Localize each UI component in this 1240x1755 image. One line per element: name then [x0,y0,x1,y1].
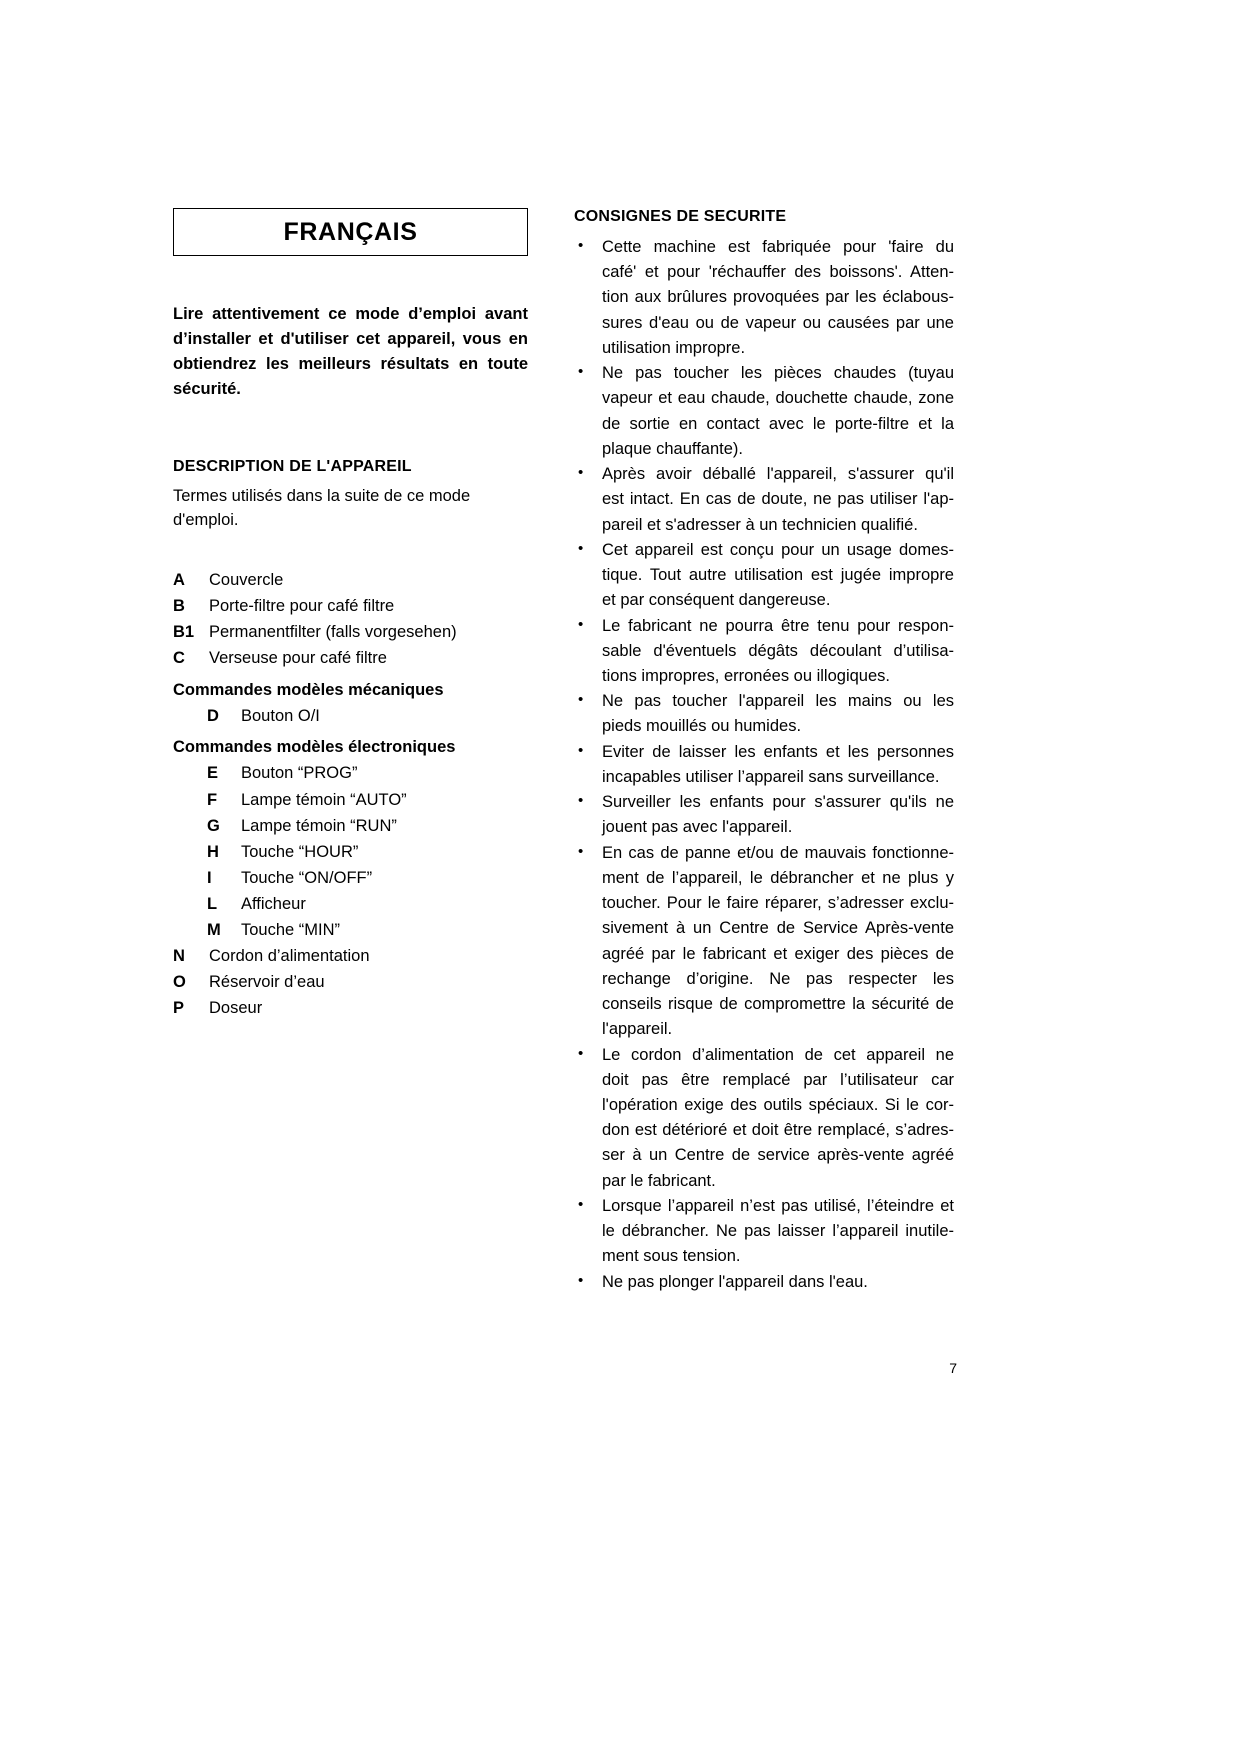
part-label: Bouton “PROG” [241,764,358,783]
part-key: P [173,999,185,1018]
bullet-line: doit pas être remplacé par l’utilisateur car [602,1070,954,1089]
part-label: Doseur [209,999,263,1018]
list-item [574,235,954,361]
list-item [574,790,954,840]
bullet-text [602,790,954,840]
part-label: Cordon d’alimentation [209,946,370,965]
page-title: FRANÇAIS [283,217,418,246]
list-item [574,614,954,690]
list-item [173,995,528,1021]
part-key: I [207,868,212,887]
list-item [574,462,954,538]
bullet-text [602,1043,954,1194]
list-item [574,538,954,614]
part-label: Couvercle [209,571,284,590]
description-heading: DESCRIPTION DE L'APPAREIL [173,458,412,476]
bullet-line: Eviter de laisser les enfants et les personnes [602,742,954,761]
part-key: M [207,920,221,939]
bullet-icon: • [578,792,584,810]
list-item [574,841,954,1043]
bullet-icon: • [578,741,584,759]
part-key: D [207,707,219,726]
bullet-icon: • [578,1271,584,1289]
bullet-text [602,361,954,462]
bullet-line: Ne pas toucher l'appareil les mains ou les [602,692,954,711]
bullet-text [602,740,954,790]
part-key: N [173,946,185,965]
bullet-text [602,841,954,1043]
part-key: H [207,842,219,861]
bullet-line: Ne pas plonger l'appareil dans l'eau. [602,1272,868,1291]
part-label: Touche “ON/OFF” [241,868,373,887]
list-item [173,645,528,671]
parts-list-mechanical [173,703,528,729]
bullet-icon: • [578,842,584,860]
bullet-text [602,614,954,690]
part-label: Touche “HOUR” [241,842,359,861]
bullet-line: tique. Tout autre utilisation est jugée impropre [602,566,954,585]
bullet-line: sivement à un Centre de Service Après-vente [602,919,954,938]
list-item [574,1194,954,1270]
bullet-line: de sortie en contact avec le porte-filtre et la [602,414,954,433]
bullet-icon: • [578,237,584,254]
list-item [173,943,528,969]
bullet-line: plaque chauffante). [602,439,743,458]
part-label: Lampe témoin “RUN” [241,816,397,835]
list-item [173,619,528,645]
list-item [574,1270,954,1295]
bullet-line: café' et pour 'réchauffer des boissons'. Atten- [602,263,954,282]
part-key: O [173,972,186,991]
list-item [173,813,528,839]
part-label: Touche “MIN” [241,920,341,939]
list-item [574,361,954,462]
bullet-line: sures d'eau ou de vapeur ou causées par une [602,313,954,332]
list-item [574,740,954,790]
bullet-line: est intact. En cas de doute, ne pas utiliser l'ap- [602,490,954,509]
bullet-text [602,1270,954,1295]
bullet-icon: • [578,615,584,633]
parts-list-electronic [173,760,528,942]
bullet-icon: • [578,1044,584,1062]
list-item [173,969,528,995]
left-column [173,208,528,1295]
part-key: L [207,894,218,913]
bullet-line: tion aux brûlures provoquées par les éclabous- [602,288,954,307]
list-item [173,839,528,865]
part-label: Afficheur [241,894,306,913]
language-title-box [173,208,528,256]
bullet-line: ment de l’appareil, le débrancher et ne plus y [602,868,954,887]
bullet-line: Le cordon d’alimentation de cet appareil ne [602,1045,954,1064]
two-column-layout [173,208,957,1295]
list-item [173,760,528,786]
bullet-line: par le fabricant. [602,1171,716,1190]
safety-heading: CONSIGNES DE SECURITE [574,208,787,225]
bullet-line: tions impropres, erronées ou illogiques. [602,666,890,685]
part-label: Permanentfilter (falls vorgesehen) [209,623,457,642]
bullet-line: utilisation impropre. [602,338,746,357]
bullet-line: et par conséquent dangereuse. [602,591,831,610]
bullet-line: l'opération exige des outils spéciaux. Si le cor- [602,1095,954,1114]
safety-bullet-list [574,235,954,1295]
parts-list-top [173,567,528,671]
page-number: 7 [949,1360,957,1376]
bullet-icon: • [578,539,584,557]
list-item [173,567,528,593]
electronic-models-heading: Commandes modèles électroniques [173,738,456,757]
bullet-line: agréé par le fabricant et exiger des pièces de [602,944,954,963]
bullet-text [602,462,954,538]
list-item [173,865,528,891]
bullet-line: ser à un Centre de service après-vente agréé [602,1146,954,1165]
part-label: Lampe témoin “AUTO” [241,790,407,809]
bullet-line: l'appareil. [602,1020,673,1039]
bullet-text [602,538,954,614]
bullet-line: En cas de panne et/ou de mauvais fonctionne- [602,843,954,862]
bullet-text [602,1194,954,1270]
part-label: Réservoir d’eau [209,972,325,991]
bullet-line: don est détérioré et doit être remplacé, s’adres- [602,1121,954,1140]
bullet-line: Ne pas toucher les pièces chaudes (tuyau [602,364,954,383]
bullet-line: vapeur et eau chaude, douchette chaude, zone [602,389,954,408]
bullet-line: Lorsque l’appareil n’est pas utilisé, l’éteindre et [602,1196,954,1215]
part-label: Porte-filtre pour café filtre [209,597,395,616]
list-item [574,1043,954,1194]
bullet-icon: • [578,464,584,482]
bullet-line: Le fabricant ne pourra être tenu pour respon- [602,616,954,635]
bullet-line: incapables utiliser l’appareil sans surveillance. [602,767,940,786]
list-item [173,917,528,943]
part-key: E [207,764,219,783]
part-key: G [207,816,220,835]
bullet-line: sable d'éventuels dégâts découlant d’utilisa- [602,641,954,660]
intro-paragraph: Lire attentivement ce mode d’emploi avant d’installer et d'utiliser cet appareil, vous en obtiendrez les meilleurs résultats en toute sécurité. [173,305,528,399]
part-key: F [207,790,218,809]
description-subtext: Termes utilisés dans la suite de ce mode d'emploi. [173,487,471,530]
part-label: Verseuse pour café filtre [209,649,387,668]
bullet-line: Cet appareil est conçu pour un usage domes- [602,540,954,559]
bullet-line: toucher. Pour le faire réparer, s’adresser exclu- [602,894,954,913]
bullet-line: rechange d’origine. Ne pas respecter les [602,969,954,988]
bullet-icon: • [578,363,584,381]
bullet-line: Surveiller les enfants pour s'assurer qu'ils ne [602,793,954,812]
bullet-line: pareil et s'adresser à un technicien qualifié. [602,515,918,534]
list-item [173,593,528,619]
bullet-line: pieds mouillés ou humides. [602,717,802,736]
part-key: A [173,571,185,590]
bullet-line: jouent pas avec l'appareil. [602,818,793,837]
bullet-line: conseils risque de compromettre la sécurité de [602,995,954,1014]
mechanical-models-heading: Commandes modèles mécaniques [173,681,444,700]
bullet-line: ment sous tension. [602,1247,741,1266]
part-key: B [173,597,185,616]
list-item [173,703,528,729]
list-item [173,787,528,813]
bullet-text [602,689,954,739]
part-key: B1 [173,623,195,642]
list-item [173,891,528,917]
bullet-line: le débrancher. Ne pas laisser l’appareil inutile- [602,1222,954,1241]
part-key: C [173,649,185,668]
right-column [574,208,954,1295]
bullet-text [602,235,954,361]
part-label: Bouton O/I [241,707,320,726]
list-item [574,689,954,739]
bullet-line: Cette machine est fabriquée pour 'faire du [602,238,954,256]
parts-list-bottom [173,943,528,1021]
bullet-line: Après avoir déballé l'appareil, s'assurer qu'il [602,465,954,484]
bullet-icon: • [578,691,584,709]
bullet-icon: • [578,1195,584,1213]
